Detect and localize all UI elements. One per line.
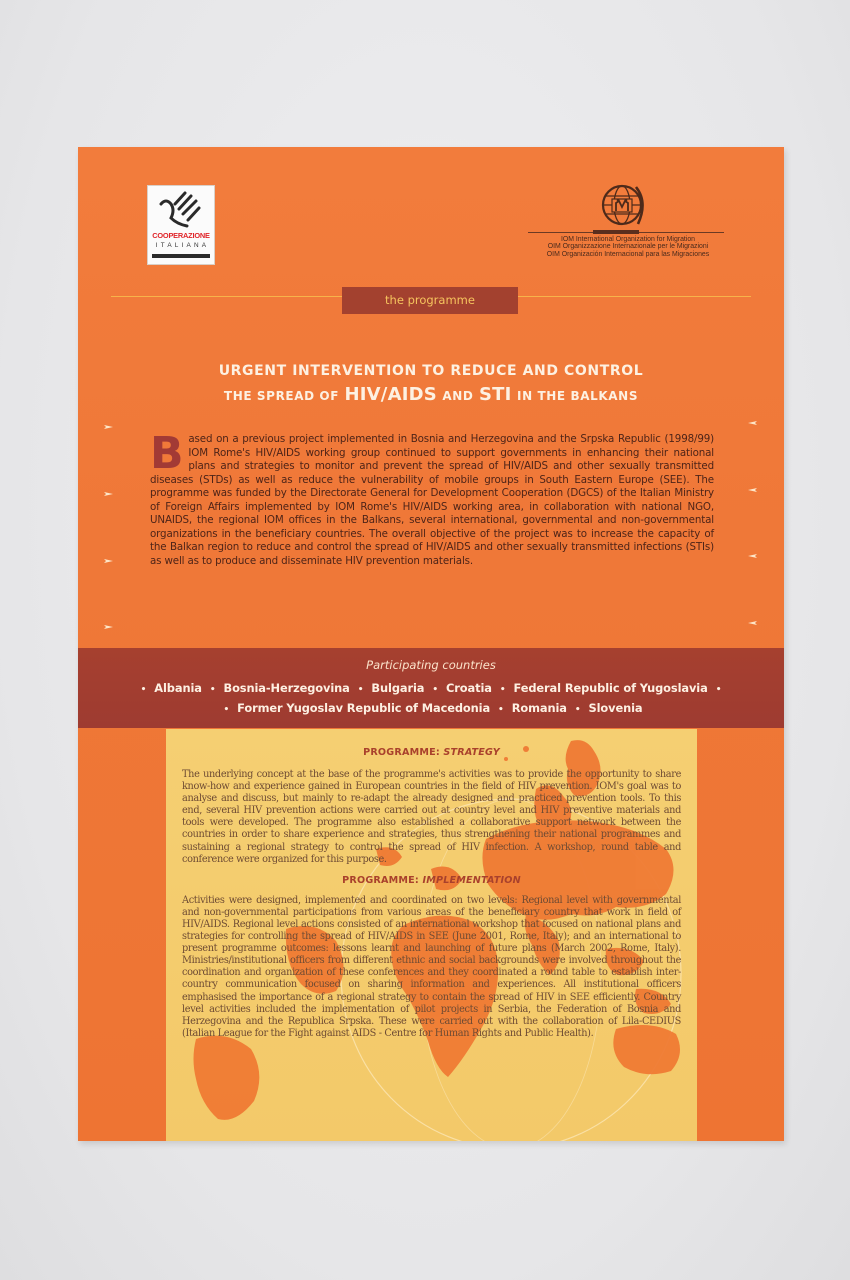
- title-fragment: THE SPREAD OF: [223, 389, 340, 403]
- iom-name-es: OIM Organización Internacional para las Migraciones: [546, 250, 710, 258]
- heading-italic: STRATEGY: [443, 747, 500, 758]
- margin-arrow-left-icon: [748, 621, 757, 625]
- iom-names: [528, 236, 728, 258]
- implementation-heading: [182, 875, 681, 886]
- iom-name-en: IOM International Organization for Migration: [560, 236, 696, 243]
- bullet: •: [357, 685, 364, 695]
- bullet: •: [140, 685, 147, 695]
- programme-content: [182, 747, 681, 1040]
- logo-text-italiana: ITALIANA: [155, 242, 210, 249]
- margin-arrow-right-icon: [104, 559, 113, 563]
- iom-name-it: OIM Organizzazione Internazionale per le Migrazioni: [547, 243, 709, 251]
- country-slovenia: Slovenia: [588, 701, 643, 715]
- country-romania: Romania: [511, 701, 567, 715]
- logo-bar: [152, 254, 210, 258]
- title-fragment: IN THE BALKANS: [517, 389, 639, 403]
- country-fr-yugoslavia: Federal Republic of Yugoslavia: [513, 681, 708, 695]
- heading-italic: IMPLEMENTATION: [422, 874, 521, 886]
- strategy-text: The underlying concept at the base of the programme's activities was to provide the opportunity to share know-how and experience gained in European countries in the field of HIV prevention. IOM's goal was to analyse and discuss, but mainly to re-adapt the already designed and practiced prevention tools. To this end, several HIV prevention actions were carried out at country level and HIV preventive materials and tools were developed. The programme also established a collaborative support network between the countries in order to share experience and strategies, thus strengthening their national programmes and sustaining a regional strategy to control the spread of HIV infection. A workshop, round table and conference were organized for this purpose.: [182, 769, 681, 865]
- bullet: •: [715, 685, 722, 695]
- iom-logo: [528, 182, 728, 272]
- implementation-text: Activities were designed, implemented and coordinated on two levels: Regional level with governmental and non-governmental participations from various areas of the beneficiary country that work in field of HIV/AIDS. Regional level actions consisted of an international workshop that focused on national plans and strategies for controlling the spread of HIV/AIDS in SEE (June 2001, Rome, Italy); and an international to present programme outcomes: lessons learnt and launching of future plans (March 2002, Rome, Italy). Ministries/institutional officers from different ethnic and social backgrounds were involved throughout the coordination and organization of these conferences and they coordinated a round table to establish inter-country communication focused on sharing information and experiences. All institutional officers emphasised the importance of a regional strategy to contain the spread of HIV in SEE efficiently. Country level activities included the implementation of pilot projects in Serbia, the Federation of Bosnia and Herzegovina and the Republica Srpska. These were carried out with the collaboration of Lila-CEDIUS (Italian League for the Fight against AIDS - Centre for Human Rights and Public Health).: [182, 894, 681, 1039]
- title-emphasis-sti: STI: [478, 384, 512, 405]
- participating-countries-band: [78, 648, 784, 728]
- cooperazione-italiana-logo: [147, 185, 215, 265]
- intro-text: ased on a previous project implemented in Bosnia and Herzegovina and the Srpska Republic (1998/99) IOM Rome's HIV/AIDS working group continued to support governments in enhancing their national plans and strategies to monitor and prevent the spread of HIV/AIDS and other sexually transmitted diseases (STDs) as well as reduce the vulnerability of mobile groups in South Eastern Europe (SEE). The programme was funded by the Directorate General for Development Cooperation (DGCS) of the Italian Ministry of Foreign Affairs implemented by IOM Rome's HIV/AIDS working area, in collaboration with national NGO, UNAIDS, the regional IOM offices in the Balkans, several international, governmental and non-governmental organizations in the beneficiary countries. The overall objective of the project was to increase the capacity of the Balkan region to reduce and control the spread of HIV/AIDS and other sexually transmitted infections (STIs) as well as to produce and disseminate HIV prevention materials.: [150, 433, 714, 567]
- title-fragment: AND: [442, 389, 474, 403]
- margin-arrow-left-icon: [748, 554, 757, 558]
- drop-cap: B: [150, 428, 184, 479]
- bullet: •: [574, 705, 581, 715]
- hand-icon: [157, 190, 207, 230]
- title-emphasis-hiv: HIV/AIDS: [344, 384, 437, 405]
- margin-arrow-right-icon: [104, 492, 113, 496]
- logo-text-cooperazione: COOPERAZIONE: [152, 231, 210, 240]
- heading-prefix: PROGRAMME:: [363, 747, 440, 758]
- margin-arrow-right-icon: [104, 625, 113, 629]
- strategy-heading: [182, 747, 681, 758]
- bullet: •: [498, 705, 504, 715]
- country-bulgaria: Bulgaria: [371, 681, 425, 695]
- title-line-1: URGENT INTERVENTION TO REDUCE AND CONTROL: [218, 363, 644, 379]
- countries-row-1: [78, 681, 784, 695]
- programme-panel: [166, 729, 697, 1141]
- margin-arrow-left-icon: [748, 488, 757, 492]
- country-fyr-macedonia: Former Yugoslav Republic of Macedonia: [237, 701, 491, 715]
- iom-rule-accent: [593, 230, 639, 234]
- countries-heading: Participating countries: [366, 658, 496, 672]
- page-title: [78, 359, 784, 408]
- bullet: •: [223, 705, 230, 715]
- country-albania: Albania: [154, 681, 202, 695]
- iom-globe-icon: [598, 182, 650, 230]
- countries-row-2: [78, 701, 784, 715]
- heading-prefix: PROGRAMME:: [342, 874, 419, 886]
- margin-arrow-right-icon: [104, 425, 113, 429]
- bullet: •: [209, 685, 216, 695]
- country-croatia: Croatia: [446, 681, 492, 695]
- country-bosnia-herzegovina: Bosnia-Herzegovina: [223, 681, 350, 695]
- bullet: •: [499, 685, 506, 695]
- title-line-2: [78, 383, 784, 408]
- intro-paragraph: [150, 428, 714, 568]
- bullet: •: [432, 685, 439, 695]
- brochure-page: [78, 147, 784, 1141]
- margin-arrow-left-icon: [748, 421, 757, 425]
- section-tag: the programme: [342, 287, 518, 314]
